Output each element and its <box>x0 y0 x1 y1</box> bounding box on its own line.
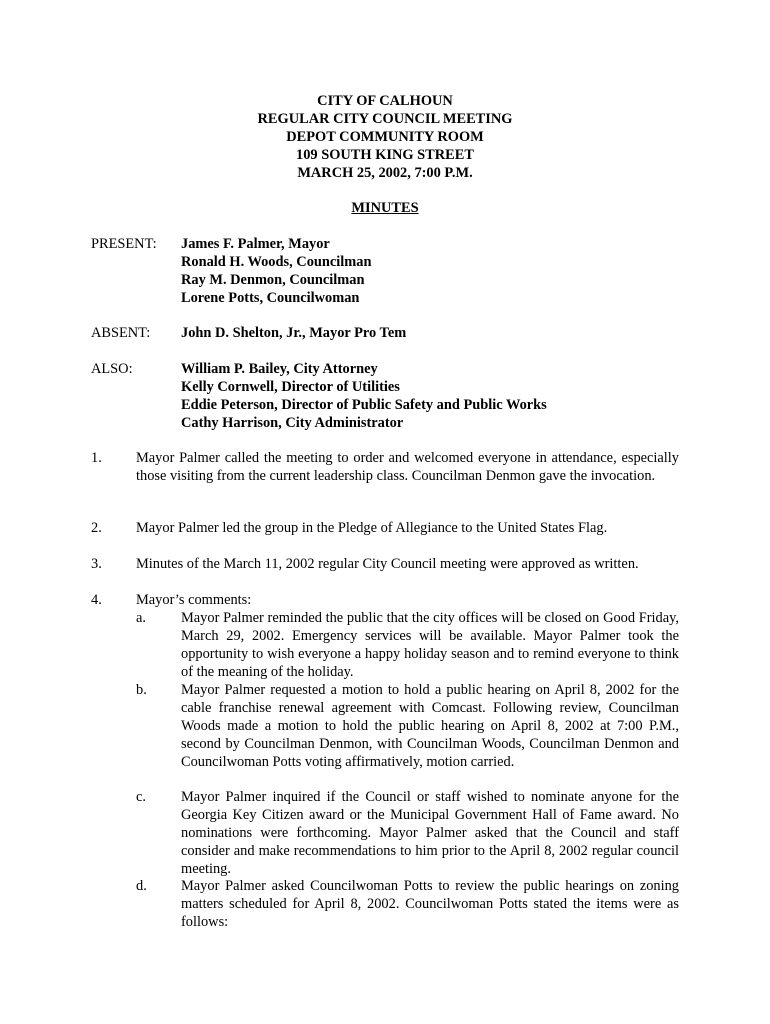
agenda-item-2 <box>91 520 679 538</box>
also-name: Cathy Harrison, City Administrator <box>181 414 404 431</box>
subitem-text: Mayor Palmer asked Councilwoman Potts to review the public hearings on zoning matters scheduled for April 8, 2002. Councilwoman Potts stated the items were as follows: <box>181 878 679 930</box>
agenda-item-3 <box>91 556 679 574</box>
subitem-c <box>136 789 679 879</box>
item-text: Minutes of the March 11, 2002 regular City Council meeting were approved as written. <box>136 556 639 572</box>
item-text: Mayor Palmer called the meeting to order and welcomed everyone in attendance, especially those visiting from the current leadership class. Councilman Denmon gave the invocation. <box>136 450 679 484</box>
item-number: 3. <box>91 556 102 572</box>
subitem-a <box>136 610 679 682</box>
document-header <box>0 93 770 183</box>
present-names <box>181 236 371 308</box>
item-number: 1. <box>91 450 102 466</box>
item-number: 4. <box>91 592 102 608</box>
subitem-b <box>136 682 679 772</box>
subitem-text: Mayor Palmer reminded the public that the city offices will be closed on Good Friday, March 29, 2002. Emergency services will be available. Mayor Palmer took the opportunity to wish everyone a happy holiday season and to remind everyone to think of the meaning of the holiday. <box>181 610 679 680</box>
header-meeting: REGULAR CITY COUNCIL MEETING <box>257 110 513 127</box>
present-name: Ray M. Denmon, Councilman <box>181 271 365 288</box>
minutes-title: MINUTES <box>351 200 419 216</box>
item-text: Mayor’s comments: <box>136 592 252 608</box>
present-label: PRESENT: <box>91 236 157 252</box>
also-names <box>181 361 547 433</box>
subitem-letter: d. <box>136 878 147 894</box>
subitem-text: Mayor Palmer requested a motion to hold a public hearing on April 8, 2002 for the cable franchise renewal agreement with Comcast. Following review, Councilman Woods made a motion to hold the public hearing on April 8, 2002 at 7:00 P.M., second by Councilman Denmon, with Councilman Woods, Councilman Denmon and Councilwoman Potts voting affirmatively, motion carried. <box>181 682 679 770</box>
absent-name: John D. Shelton, Jr., Mayor Pro Tem <box>181 325 407 341</box>
present-name: Lorene Potts, Councilwoman <box>181 289 360 306</box>
absent-names <box>181 325 406 343</box>
present-name: James F. Palmer, Mayor <box>181 236 330 252</box>
also-name: Kelly Cornwell, Director of Utilities <box>181 378 400 395</box>
item-text: Mayor Palmer led the group in the Pledge of Allegiance to the United States Flag. <box>136 520 608 536</box>
subitem-letter: a. <box>136 610 146 626</box>
also-name: William P. Bailey, City Attorney <box>181 361 378 377</box>
also-name: Eddie Peterson, Director of Public Safety and Public Works <box>181 396 547 413</box>
subitem-text: Mayor Palmer inquired if the Council or staff wished to nominate anyone for the Georgia Key Citizen award or the Municipal Government Hall of Fame award. No nominations were forthcoming. Mayor Palmer asked that the Council and staff consider and make recommendations to him prior to the April 8, 2002 regular council meeting. <box>181 789 679 877</box>
agenda-item-4 <box>91 592 679 610</box>
header-address: 109 SOUTH KING STREET <box>296 146 474 163</box>
also-label: ALSO: <box>91 361 133 377</box>
header-date: MARCH 25, 2002, 7:00 P.M. <box>297 164 473 181</box>
item-number: 2. <box>91 520 102 536</box>
absent-label: ABSENT: <box>91 325 151 341</box>
subitem-letter: c. <box>136 789 146 805</box>
header-location: DEPOT COMMUNITY ROOM <box>286 128 484 145</box>
subitem-letter: b. <box>136 682 147 698</box>
agenda-item-1 <box>91 450 679 486</box>
header-city: CITY OF CALHOUN <box>317 93 453 109</box>
subitem-d <box>136 878 679 932</box>
present-name: Ronald H. Woods, Councilman <box>181 253 372 270</box>
